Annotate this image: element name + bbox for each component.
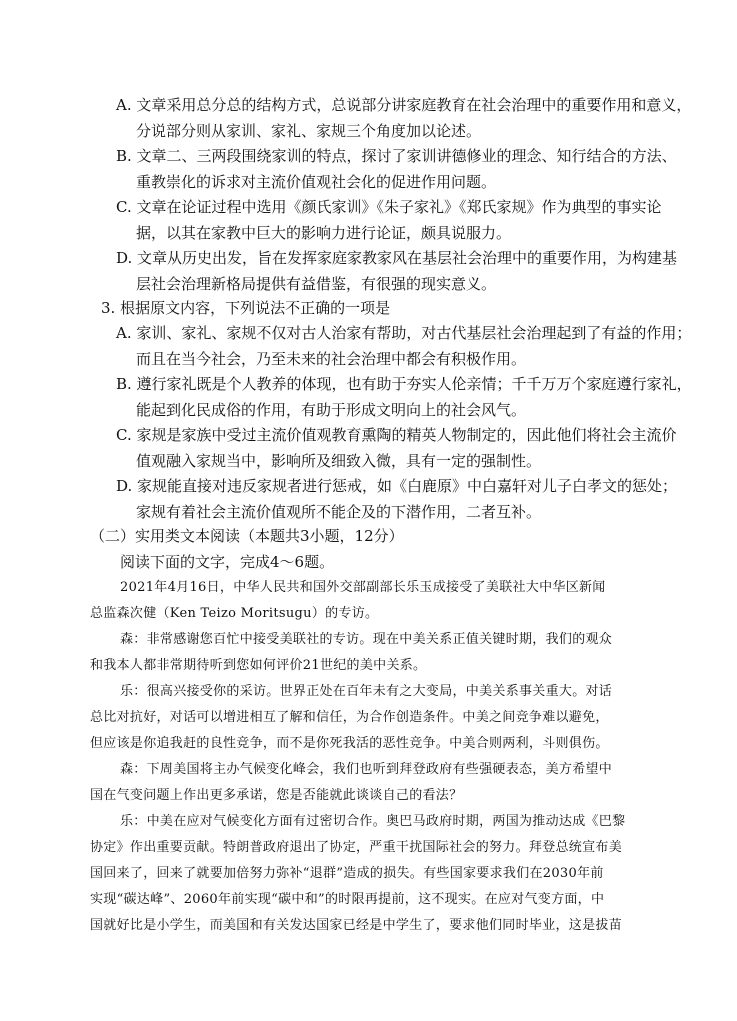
passage-line: 乐：中美在应对气候变化方面有过密切合作。奥巴马政府时期，两国为推动达成《巴黎 (120, 814, 626, 829)
q2-option-d-line1: D. 文章从历史出发，旨在发挥家庭家教家风在基层社会治理中的重要作用，为构建基 (116, 249, 678, 267)
passage-line: 和我本人都非常期待听到您如何评价21世纪的美中关系。 (90, 658, 427, 673)
q3-stem: 3. 根据原文内容，下列说法不正确的一项是 (101, 299, 391, 317)
passage-line: 国回来了，回来了就要加倍努力弥补“退群”造成的损失。有些国家要求我们在2030年前 (90, 866, 604, 881)
q2-option-c-line1: C. 文章在论证过程中选用《颜氏家训》《朱子家礼》《郑氏家规》作为典型的事实论 (116, 198, 662, 216)
passage-line: 协定》作出重要贡献。特朗普政府退出了协定，严重干扰国际社会的努力。拜登总统宣布美 (90, 840, 623, 855)
passage-line: 总监森次健（Ken Teizo Moritsugu）的专访。 (90, 606, 379, 621)
q3-option-a-line2: 而且在当今社会，乃至未来的社会治理中都会有积极作用。 (136, 350, 527, 368)
q2-option-c-line2: 据，以其在家教中巨大的影响力进行论证，颇具说服力。 (136, 224, 512, 242)
passage-line: 森：下周美国将主办气候变化峰会，我们也听到拜登政府有些强硬表态，美方希望中 (120, 762, 613, 777)
passage-line: 森：非常感谢您百忙中接受美联社的专访。现在中美关系正值关键时期，我们的观众 (120, 632, 613, 647)
q3-option-b-line2: 能起到化民成俗的作用，有助于形成文明向上的社会风气。 (136, 401, 527, 419)
q3-option-a-line1: A. 家训、家礼、家规不仅对古人治家有帮助，对古代基层社会治理起到了有益的作用； (116, 324, 692, 342)
passage-line: 2021年4月16日，中华人民共和国外交部副部长乐玉成接受了美联社大中华区新闻 (120, 580, 606, 595)
q2-option-d-line2: 层社会治理新格局提供有益借鉴，有很强的现实意义。 (136, 275, 497, 293)
q2-option-a-line2: 分说部分则从家训、家礼、家规三个角度加以论述。 (136, 122, 482, 140)
passage-line: 国就好比是小学生，而美国和有关发达国家已经是中学生了，要求他们同时毕业，这是拔苗 (90, 918, 623, 933)
q2-option-b-line2: 重教崇化的诉求对主流价值观社会化的促进作用问题。 (136, 173, 497, 191)
passage-line: 但应该是你追我赶的良性竞争，而不是你死我活的恶性竞争。中美合则两利，斗则俱伤。 (90, 736, 609, 751)
passage-line: 国在气变问题上作出更多承诺，您是否能就此谈谈自己的看法？ (90, 788, 463, 803)
q3-option-c-line2: 值观融入家规当中，影响所及细致入微，具有一定的强制性。 (136, 452, 542, 470)
passage-line: 乐：很高兴接受你的采访。世界正处在百年未有之大变局，中美关系事关重大。对话 (120, 684, 613, 699)
passage-line: 总比对抗好，对话可以增进相互了解和信任，为合作创造条件。中美之间竞争难以避免， (90, 710, 609, 725)
q3-option-c-line1: C. 家规是家族中受过主流价值观教育熏陶的精英人物制定的，因此他们将社会主流价 (116, 426, 677, 444)
section-heading: （二）实用类文本阅读（本题共3小题，12分） (90, 527, 404, 545)
q2-option-a-line1: A. 文章采用总分总的结构方式，总说部分讲家庭教育在社会治理中的重要作用和意义， (116, 96, 692, 114)
section-instruction: 阅读下面的文字，完成4～6题。 (120, 553, 335, 571)
q3-option-b-line1: B. 遵行家礼既是个人教养的体现，也有助于夯实人伦亲情；千千万万个家庭遵行家礼， (116, 375, 692, 393)
passage-line: 实现“碳达峰”、2060年前实现“碳中和”的时限再提前，这不现实。在应对气变方面，中 (90, 892, 605, 907)
q3-option-d-line1: D. 家规能直接对违反家规者进行惩戒，如《白鹿原》中白嘉轩对儿子白孝文的惩处； (116, 477, 678, 495)
q3-option-d-line2: 家规有着社会主流价值观所不能企及的下潜作用，二者互补。 (136, 503, 542, 521)
q2-option-b-line1: B. 文章二、三两段围绕家训的特点，探讨了家训讲德修业的理念、知行结合的方法、 (116, 147, 677, 165)
